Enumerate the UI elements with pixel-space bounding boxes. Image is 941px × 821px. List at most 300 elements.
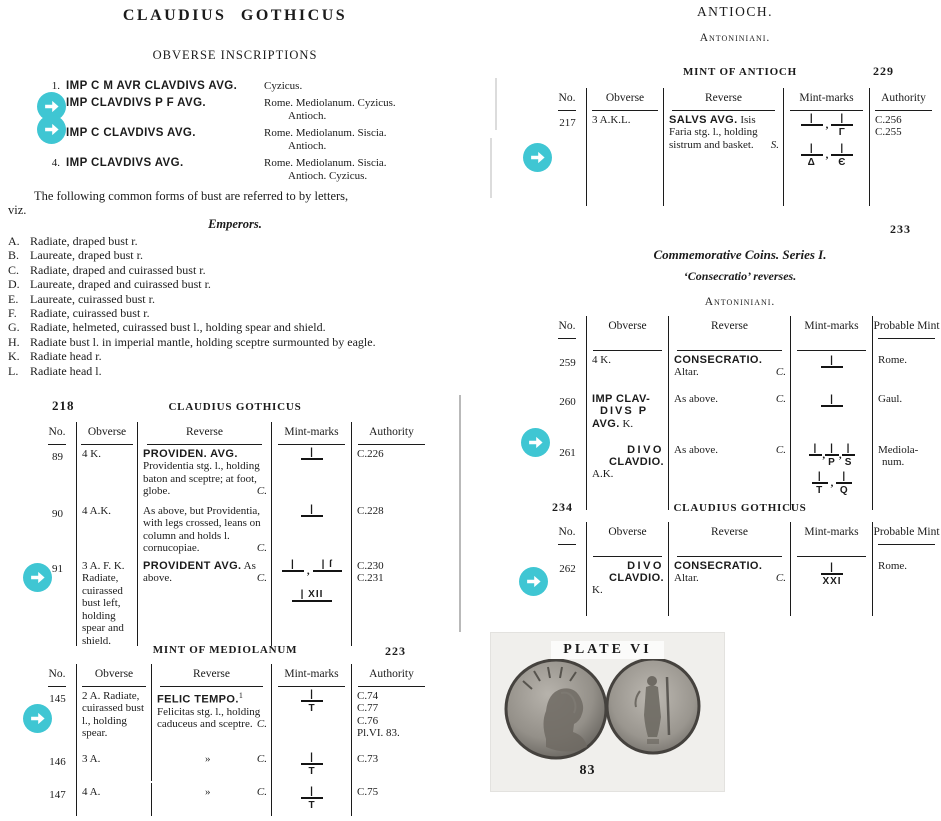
- inscription-mints: [264, 157, 449, 183]
- mark-exergue: Q: [839, 484, 849, 496]
- mark-field: |: [836, 472, 852, 484]
- scan-divider: [459, 395, 461, 632]
- antoniniani-subheading: Antoniniani.: [704, 296, 776, 308]
- bust-desc: Radiate, helmeted, cuirassed bust l., holding spear and shield.: [30, 320, 326, 335]
- bust-form-item: [8, 364, 458, 378]
- inscription-number: 4.: [51, 157, 60, 169]
- plate-coin-number: 83: [579, 763, 596, 778]
- bust-desc: Radiate bust l. in imperial mantle, holding sceptre surmounted by eagle.: [30, 334, 376, 349]
- mint-mark: [812, 472, 828, 496]
- annotation-arrow-row-145: [23, 704, 52, 733]
- mark-field: |: [825, 444, 839, 456]
- inscription-number: 1.: [51, 80, 60, 92]
- reverse-desc: Providentia stg. l., holding baton and sceptre; at foot, globe.: [143, 460, 260, 497]
- column-header: [548, 522, 586, 557]
- header-label: Mint-marks: [284, 426, 339, 438]
- bust-form-item: [8, 292, 458, 306]
- bust-letter: C.: [8, 262, 20, 277]
- arrow-right-icon: [525, 573, 542, 590]
- header-label: Authority: [369, 668, 414, 680]
- reverse-desc: As above.: [674, 443, 718, 456]
- antioch-heading: ANTIOCH.: [696, 4, 774, 19]
- mark-field: |: [801, 114, 823, 126]
- footnote-marker: 1: [238, 690, 243, 700]
- emperors-heading: Emperors.: [208, 217, 262, 231]
- reverse-ref: S.: [770, 138, 779, 151]
- obverse-legend: DIVS P: [600, 405, 649, 417]
- reverse-cell: [668, 441, 790, 510]
- bust-form-item: [8, 277, 458, 291]
- mark-field: |: [282, 560, 304, 572]
- reverse-ref: C.: [775, 392, 786, 405]
- inscription-mints: [264, 127, 449, 153]
- mark-field: | XII: [292, 590, 333, 602]
- column-header: [38, 422, 76, 445]
- probable-mint-cell: [872, 441, 940, 510]
- mints-line: Rome. Mediolanum. Siscia.: [264, 157, 387, 169]
- coin-reverse-photo: [607, 659, 699, 753]
- mark-exergue: T: [816, 484, 824, 496]
- authority-ref: C.230: [357, 559, 384, 572]
- obverse-legend: CLAVDIO.: [609, 571, 664, 584]
- header-label: Obverse: [608, 320, 647, 332]
- header-label: Authority: [369, 426, 414, 438]
- intro-line-2: viz.: [8, 203, 27, 217]
- table-223-title: MINT OF MEDIOLANUM: [152, 644, 298, 656]
- obverse-cell: 3 A.K.L.: [586, 111, 663, 206]
- column-header: [351, 422, 431, 445]
- header-label: Reverse: [192, 668, 231, 680]
- mark-field: |: [821, 395, 843, 407]
- reverse-ref: C.: [775, 572, 786, 584]
- header-label: No.: [558, 526, 576, 538]
- mark-separator: ,: [306, 565, 310, 577]
- mints-line: Antioch.: [288, 140, 327, 152]
- consecratio-subheading: ‘Consecratio’ reverses.: [683, 269, 797, 283]
- bust-form-item: [8, 320, 458, 334]
- reverse-desc: Altar.: [674, 572, 699, 584]
- reverse-legend: CONSECRATIO.: [674, 353, 763, 366]
- header-label: Probable Mint: [873, 526, 940, 538]
- mint-mark: [821, 563, 843, 587]
- inscription-mints: [264, 97, 449, 123]
- reverse-desc: Felicitas stg. l., holding caduceus and sceptre.: [157, 705, 261, 731]
- obverse-desc: Radiate, cuirassed bust left, holding spear and shield.: [82, 572, 124, 647]
- coin-photos: [490, 659, 725, 769]
- inscription-mints: [264, 80, 449, 93]
- bust-letter: B.: [8, 248, 20, 263]
- obverse-cell: 3 A.: [76, 750, 151, 783]
- table-229: [548, 88, 937, 206]
- mint-mark: [821, 395, 843, 419]
- mark-exergue: Є: [838, 156, 847, 168]
- ditto-mark: »: [205, 785, 211, 798]
- page-number-234: 234: [552, 500, 573, 514]
- arrow-right-icon: [527, 434, 544, 451]
- obverse-cell: 4 A.: [76, 783, 151, 816]
- mints-line: Antioch.: [288, 110, 327, 122]
- column-header: [872, 316, 940, 351]
- mint-mark: [809, 442, 826, 468]
- authority-ref: C.256: [875, 113, 902, 126]
- mint-marks-cell: [271, 445, 351, 502]
- column-header: [548, 316, 586, 351]
- mark-exergue: P: [828, 456, 836, 468]
- obverse-codes: 3 A. F. K.: [82, 559, 125, 572]
- column-header: [76, 422, 137, 445]
- obverse-legend: DIVO: [627, 443, 664, 456]
- authority-ref: C.255: [875, 126, 902, 138]
- header-label: Authority: [881, 92, 926, 104]
- reverse-legend: SALVS AVG.: [669, 113, 738, 126]
- column-header: [668, 316, 790, 351]
- mark-exergue: XXI: [822, 575, 842, 587]
- reverse-legend: PROVIDENT AVG.: [143, 559, 242, 572]
- reverse-cell: [151, 750, 271, 781]
- bust-letter: D.: [8, 277, 20, 292]
- reverse-cell: [663, 111, 783, 206]
- bust-desc: Radiate, draped and cuirassed bust r.: [30, 262, 206, 277]
- obverse-cell: [76, 557, 137, 646]
- arrow-right-icon: [43, 98, 60, 115]
- mint-marks-cell: [790, 441, 872, 510]
- header-label: Mint-marks: [804, 320, 859, 332]
- mark-exergue: Δ: [807, 156, 816, 168]
- reverse-ref: C.: [256, 485, 267, 497]
- arrow-right-icon: [529, 149, 546, 166]
- mark-field: |: [812, 472, 828, 484]
- column-header: [137, 422, 271, 445]
- row-number: 89: [52, 450, 63, 463]
- annotation-arrow-inscription-3: [37, 115, 66, 144]
- obverse-cell: [586, 390, 668, 441]
- authority-ref: C.228: [357, 504, 384, 517]
- reverse-cell: [137, 557, 271, 646]
- bust-form-item: [8, 306, 458, 320]
- header-label: Obverse: [87, 426, 127, 438]
- reverse-ref: C.: [256, 785, 267, 798]
- mark-field: |: [831, 144, 853, 156]
- column-header: [790, 316, 872, 351]
- obverse-bust-code: A.K.: [592, 467, 614, 480]
- mark-field: |: [809, 444, 823, 456]
- column-header: [548, 88, 586, 111]
- mark-field: |: [831, 114, 853, 126]
- mark-field: |: [842, 444, 856, 456]
- bust-desc: Laureate, draped and cuirassed bust r.: [30, 277, 211, 292]
- row-number: 147: [49, 788, 66, 801]
- inscription-item: [38, 97, 458, 123]
- reverse-cell: [668, 351, 790, 390]
- bust-desc: Radiate head l.: [30, 363, 102, 378]
- authority-ref: Pl.VI. 83.: [357, 727, 400, 739]
- mark-separator: ,: [822, 449, 826, 461]
- mark-field: |: [301, 753, 323, 765]
- obverse-cell: [586, 557, 668, 616]
- column-header: [586, 316, 668, 351]
- reverse-cell: [668, 390, 790, 441]
- authority-cell: [351, 750, 431, 783]
- header-label: Obverse: [605, 92, 645, 104]
- page-number-229: 229: [873, 64, 894, 78]
- authority-cell: [869, 111, 937, 206]
- commemorative-heading: Commemorative Coins. Series I.: [653, 247, 827, 262]
- column-header: [668, 522, 790, 557]
- coin-obverse-photo: [506, 660, 606, 758]
- reverse-legend: FELIC TEMPO.: [157, 693, 239, 706]
- bust-desc: Radiate, draped bust r.: [30, 234, 138, 248]
- row-number: 217: [559, 116, 576, 129]
- inscription-item: [38, 80, 458, 93]
- mint-marks-cell: [271, 502, 351, 557]
- bust-form-item: [8, 335, 458, 349]
- mint-mark: [301, 448, 323, 472]
- arrow-right-icon: [29, 569, 46, 586]
- mark-exergue: T: [308, 799, 316, 811]
- mint-mark: [301, 690, 323, 714]
- annotation-arrow-row-91: [23, 563, 52, 592]
- plate-title: PLATE VI: [551, 641, 663, 659]
- bust-letter: H.: [8, 334, 20, 349]
- mint-mark: [831, 114, 853, 138]
- column-header: [151, 664, 271, 687]
- right-page: [480, 0, 941, 821]
- row-number: 260: [559, 395, 576, 408]
- reverse-ref: C.: [256, 542, 267, 554]
- obverse-cell: 4 A.K.: [76, 502, 137, 557]
- reverse-ref: C.: [775, 443, 786, 456]
- probable-mint-cell: Gaul.: [872, 390, 940, 441]
- mint-marks-cell: [783, 111, 869, 206]
- mint-mark: [821, 356, 843, 380]
- obverse-inscriptions-heading: OBVERSE INSCRIPTIONS: [152, 48, 318, 62]
- bust-form-item: [8, 263, 458, 277]
- column-header: [872, 522, 940, 557]
- bust-forms-list: [8, 234, 458, 378]
- column-header: [869, 88, 937, 111]
- mint-marks-cell: [790, 390, 872, 441]
- mint-mark: [836, 472, 852, 496]
- authority-cell: [351, 557, 431, 646]
- mint-mark: [801, 144, 823, 168]
- bust-letter: E.: [8, 291, 19, 306]
- column-header: [783, 88, 869, 111]
- mint-mark: [313, 560, 342, 584]
- reverse-cell: [668, 557, 790, 616]
- mint-marks-cell: [790, 557, 872, 616]
- reverse-desc: Isis Faria stg. l., holding sistrum and basket.: [669, 113, 758, 151]
- mints-line: Rome. Mediolanum. Cyzicus.: [264, 97, 396, 109]
- reverse-desc: Altar.: [674, 366, 699, 378]
- mints-line: Antioch. Cyzicus.: [288, 170, 368, 182]
- authority-ref: C.226: [357, 447, 384, 460]
- reverse-ref: C.: [256, 718, 267, 731]
- header-label: No.: [48, 668, 66, 680]
- mint-marks-cell: [271, 687, 351, 750]
- column-header: [351, 664, 431, 687]
- row-number: 262: [559, 562, 576, 575]
- mint-mark: [301, 753, 323, 777]
- bust-desc: Laureate, cuirassed bust r.: [30, 291, 155, 306]
- authority-ref: C.75: [357, 785, 379, 798]
- column-header: [790, 522, 872, 557]
- header-label: No.: [558, 320, 576, 332]
- table-218: [38, 422, 431, 646]
- header-rule: [878, 544, 936, 545]
- mark-field: |: [821, 563, 843, 575]
- header-rule: [558, 544, 576, 545]
- row-number: 146: [49, 755, 66, 768]
- probable-mint-line: Mediola-: [878, 443, 919, 456]
- reverse-cell: [151, 783, 271, 816]
- page-number-233: 233: [890, 222, 911, 236]
- obverse-legend: IMP CLAV-: [592, 392, 651, 405]
- table-234: [548, 522, 940, 616]
- obverse-cell: 4 K.: [586, 351, 668, 390]
- reverse-cell: [151, 687, 271, 750]
- bust-desc: Radiate head r.: [30, 349, 102, 364]
- mark-field: |: [801, 144, 823, 156]
- authority-ref: C.77: [357, 702, 379, 714]
- mint-marks-cell: [271, 783, 351, 816]
- probable-mint-line: num.: [882, 456, 905, 468]
- inscription-legend: IMP C CLAVDIVS AVG.: [66, 127, 196, 139]
- page-number-218: 218: [52, 398, 75, 413]
- bust-intro-paragraph: [8, 189, 456, 217]
- bust-letter: F.: [8, 306, 17, 321]
- header-label: Reverse: [710, 526, 749, 538]
- mint-mark: [292, 590, 333, 614]
- annotation-arrow-row-217: [523, 143, 552, 172]
- header-rule: [878, 338, 936, 339]
- column-header: [76, 664, 151, 687]
- bust-desc: Radiate, cuirassed bust r.: [30, 306, 150, 321]
- probable-mint-cell: Rome.: [872, 351, 940, 390]
- mint-mark: [301, 787, 323, 811]
- bust-letter: A.: [8, 234, 20, 248]
- page-number-223: 223: [385, 644, 406, 658]
- mint-marks-cell: [271, 557, 351, 646]
- column-header: [38, 664, 76, 687]
- row-number: 261: [559, 446, 576, 459]
- table-218-title: CLAUDIUS GOTHICUS: [168, 401, 302, 413]
- mint-mark: [831, 144, 853, 168]
- inscription-item: [38, 157, 458, 183]
- bust-form-item: [8, 234, 458, 248]
- mint-marks-cell: [790, 351, 872, 390]
- reverse-cell: [137, 445, 271, 502]
- bust-form-item: [8, 349, 458, 363]
- mark-separator: ,: [825, 149, 829, 161]
- bust-form-item: [8, 248, 458, 262]
- authority-cell: [351, 502, 431, 557]
- reverse-cell: [137, 502, 271, 557]
- mark-field: |: [301, 787, 323, 799]
- obverse-legend: AVG.: [592, 417, 620, 430]
- header-label: No.: [48, 426, 66, 438]
- header-label: Probable Mint: [873, 320, 940, 332]
- header-label: Obverse: [608, 526, 647, 538]
- authority-ref: C.231: [357, 572, 384, 584]
- obverse-legend: DIVO: [627, 559, 664, 572]
- table-223: [38, 664, 431, 816]
- header-label: No.: [558, 92, 576, 104]
- bust-letter: K.: [8, 349, 20, 364]
- row-number: 90: [52, 507, 63, 520]
- reverse-ref: C.: [775, 366, 786, 378]
- mint-mark: [301, 505, 323, 529]
- header-label: Mint-marks: [799, 92, 854, 104]
- annotation-arrow-row-261: [521, 428, 550, 457]
- column-header: [663, 88, 783, 111]
- obverse-cell: [586, 441, 668, 510]
- obverse-bust-code: K.: [592, 583, 603, 596]
- arrow-right-icon: [43, 121, 60, 138]
- intro-line-1: The following common forms of bust are referred to by letters,: [34, 189, 349, 203]
- mint-mark: [825, 444, 839, 468]
- table-233: [548, 316, 940, 510]
- mark-exergue: S: [844, 456, 853, 468]
- row-number: 91: [52, 562, 63, 575]
- mint-mark: [282, 560, 304, 584]
- obverse-legend: CLAVDIO.: [609, 455, 664, 468]
- mark-field: |: [301, 690, 323, 702]
- mark-field: |: [821, 356, 843, 368]
- mark-exergue: T: [308, 765, 316, 777]
- left-page: [0, 0, 465, 821]
- inscription-item: [38, 127, 458, 153]
- column-header: [586, 88, 663, 111]
- authority-cell: [351, 445, 431, 502]
- reverse-desc: As above, but Providentia, with legs crossed, leans on column and holds l. cornucopiae.: [143, 504, 261, 554]
- mark-exergue: T: [308, 702, 316, 714]
- column-header: [271, 422, 351, 445]
- mint-marks-cell: [271, 750, 351, 783]
- mark-field: | ſ: [313, 560, 342, 572]
- obverse-inscription-list: [38, 80, 458, 187]
- header-label: Mint-marks: [284, 668, 339, 680]
- bust-letter: L.: [8, 363, 19, 378]
- authority-ref: C.73: [357, 752, 379, 765]
- obverse-cell: 4 K.: [76, 445, 137, 502]
- mark-separator: ,: [838, 449, 842, 461]
- inscription-legend: IMP CLAVDIVS AVG.: [66, 157, 184, 169]
- reverse-desc: As above.: [143, 559, 256, 584]
- reverse-legend: CONSECRATIO.: [674, 559, 763, 572]
- authority-ref: C.74: [357, 689, 379, 702]
- authority-ref: C.76: [357, 714, 379, 727]
- ditto-mark: »: [205, 752, 211, 765]
- row-number: 145: [49, 692, 66, 705]
- inscription-legend: IMP CLAVDIVS P F AVG.: [66, 97, 207, 109]
- column-header: [586, 522, 668, 557]
- mark-field: |: [301, 448, 323, 460]
- mark-field: |: [301, 505, 323, 517]
- reverse-ref: C.: [256, 572, 267, 584]
- mints-line: Cyzicus.: [264, 80, 303, 92]
- header-label: Reverse: [710, 320, 749, 332]
- mints-line: Rome. Mediolanum. Siscia.: [264, 127, 387, 139]
- arrow-right-icon: [29, 710, 46, 727]
- reverse-ref: C.: [256, 752, 267, 765]
- obverse-desc: cuirassed bust l., holding spear.: [82, 702, 145, 739]
- header-label: Reverse: [185, 426, 224, 438]
- authority-cell: [351, 687, 431, 750]
- reverse-legend: PROVIDEN. AVG.: [143, 447, 238, 460]
- authority-cell: [351, 783, 431, 816]
- obverse-codes: 2 A. Radiate,: [82, 689, 140, 702]
- mint-of-antioch-title: MINT OF ANTIOCH: [682, 66, 798, 78]
